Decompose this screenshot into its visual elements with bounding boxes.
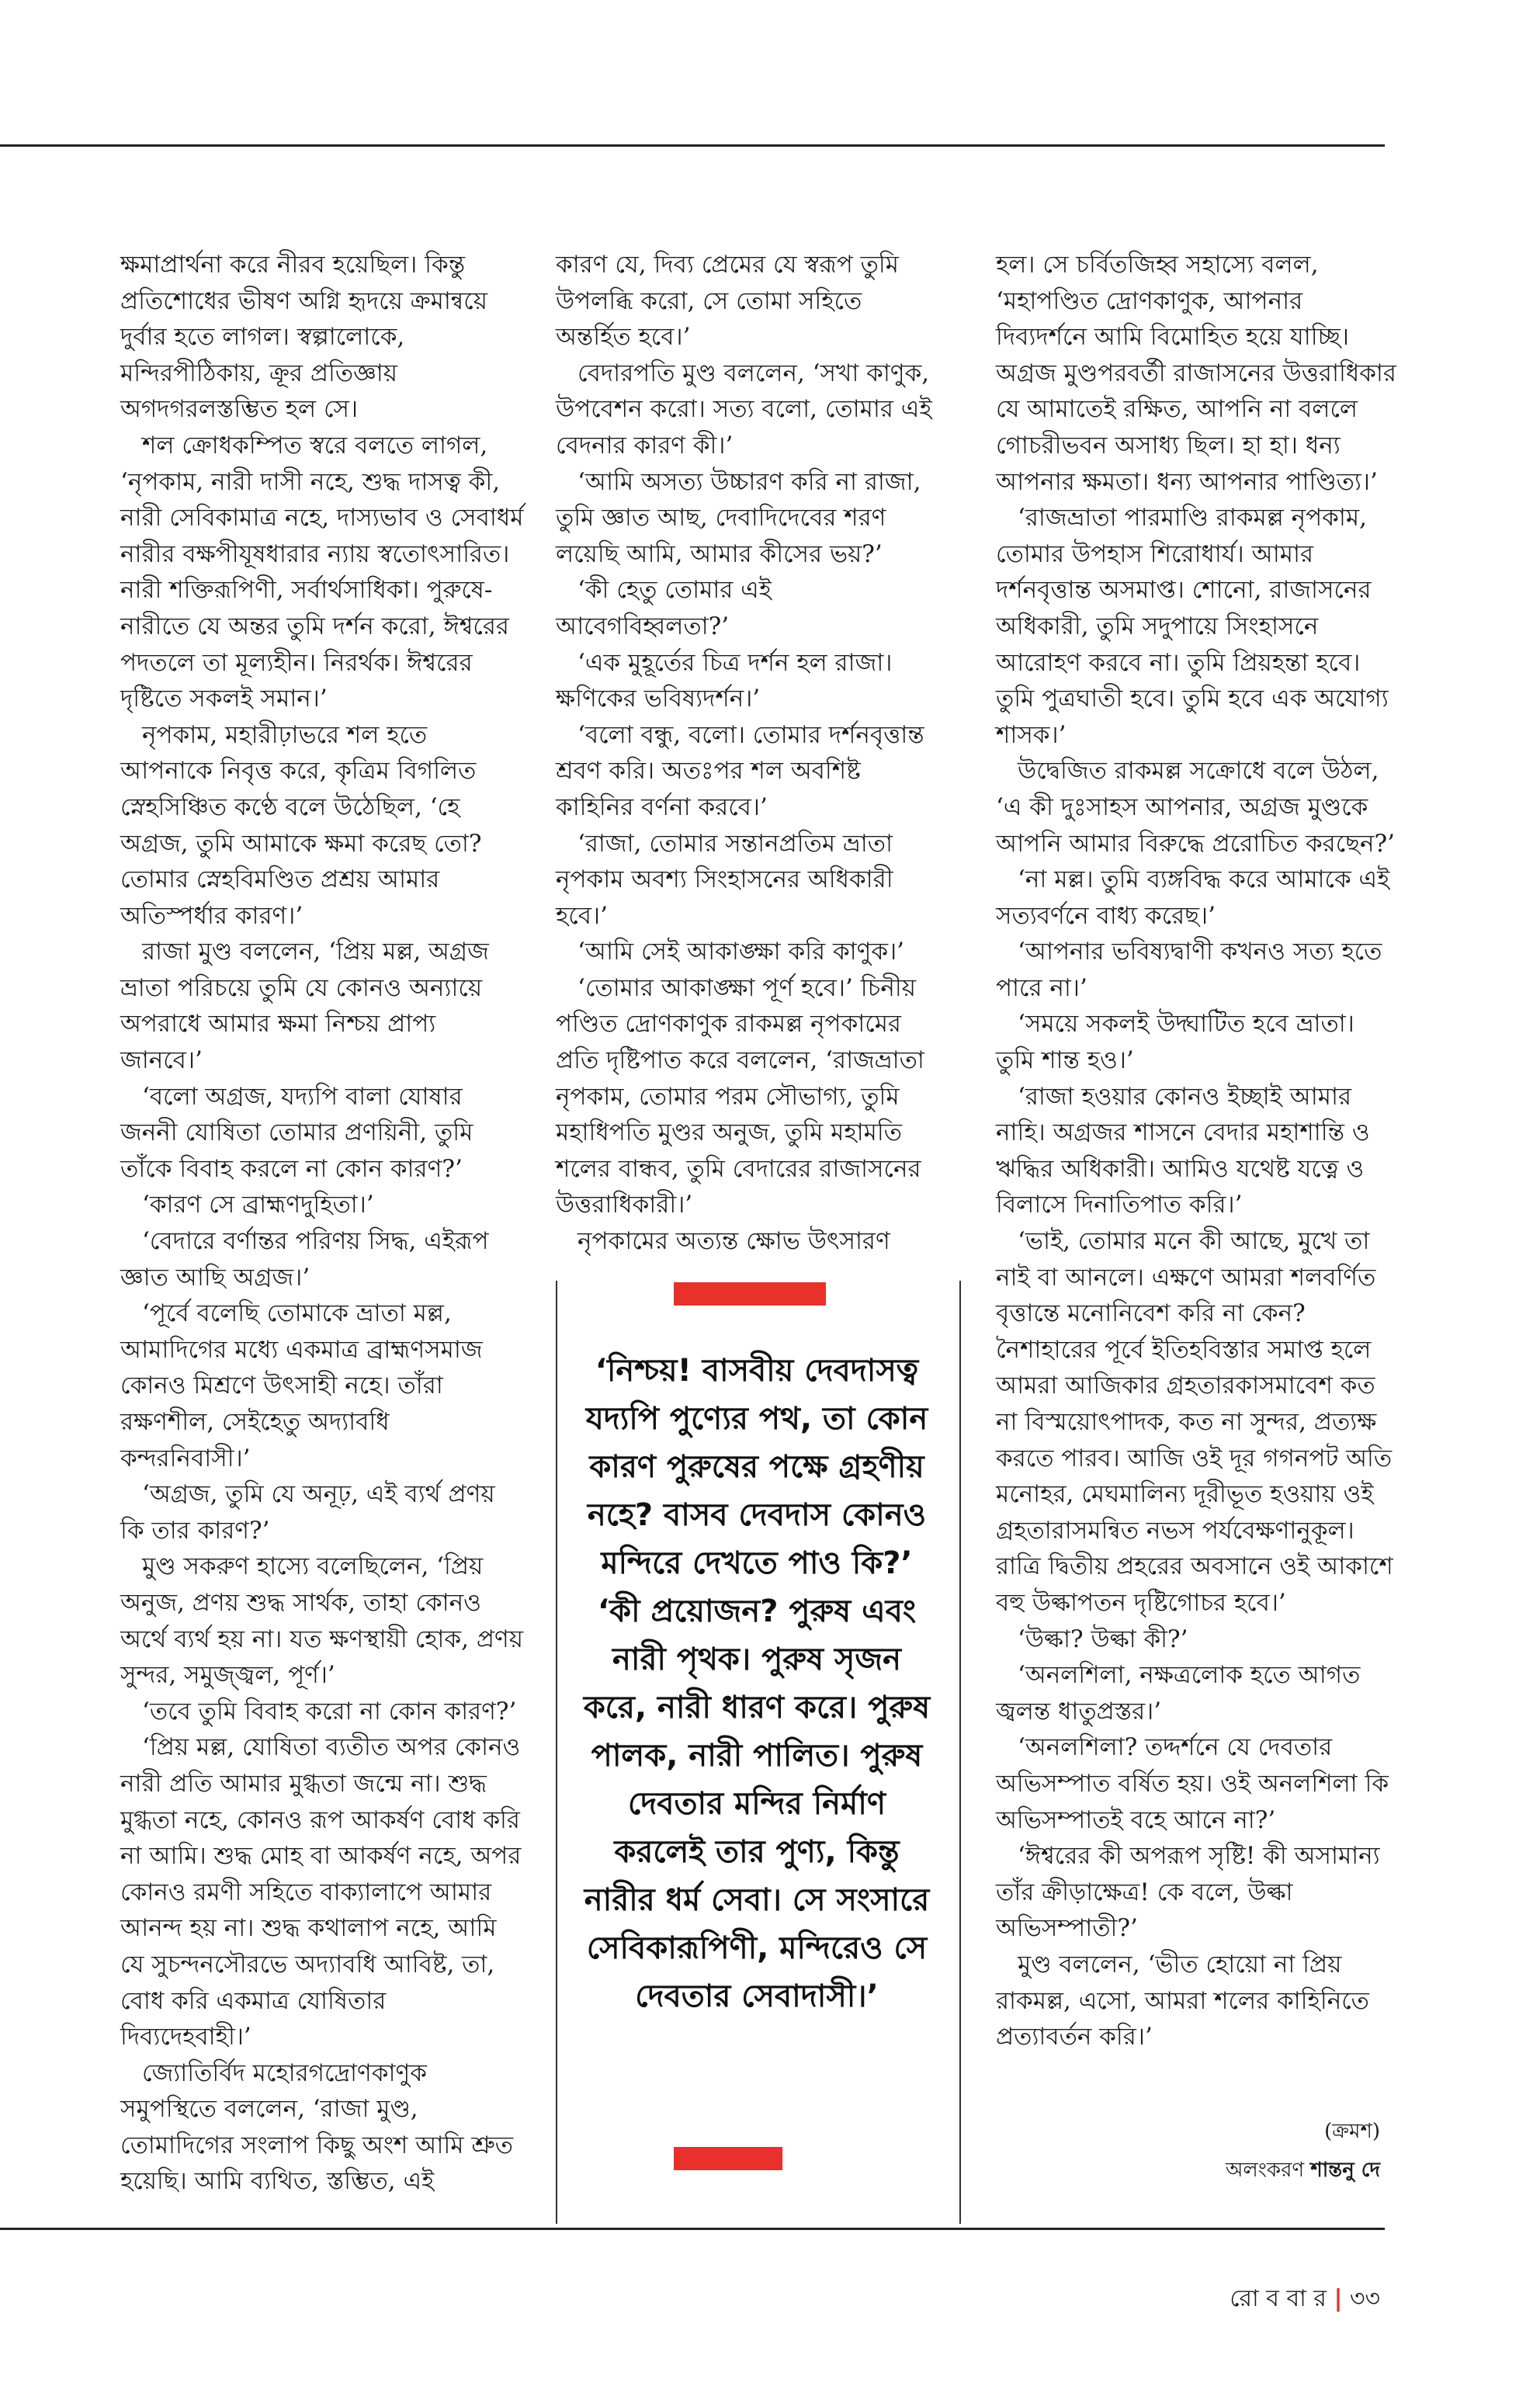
paragraph: ‘সময়ে সকলই উদ্ঘাটিত হবে ভ্রাতা। তুমি শান্ত হও।’ (996, 1010, 1354, 1075)
paragraph: ‘উল্কা? উল্কা কী?’ (1018, 1625, 1188, 1653)
credit-label: অলংকরণ (1225, 2159, 1305, 2182)
paragraph: উদ্বেজিত রাকমল্ল সক্রোধে বলে উঠল, ‘এ কী দুঃসাহস আপনার, অগ্রজ মুণ্ডকে আপনি আমার বিরুদ্ধে প্ররোচিত করছেন?’ (996, 757, 1395, 858)
paragraph: ‘আমি সেই আকাঙ্ক্ষা করি কাণুক।’ (578, 938, 905, 966)
pullquote-left-rule (556, 1281, 557, 2224)
paragraph: ‘রাজা, তোমার সন্তানপ্রতিম ভ্রাতা নৃপকাম অবশ্য সিংহাসনের অধিকারী হবে।’ (556, 829, 893, 930)
page-number: ৩৩ (1349, 2285, 1380, 2312)
pullquote-paragraph: ‘কী প্রয়োজন? পুরুষ এবং নারী পৃথক। পুরুষ সৃজন করে, নারী ধারণ করে। পুরুষ পালক, নারী পালিত। পুরুষ দেবতার মন্দির নির্মাণ করলেই তার পুণ্য, কিন্তু নারীর ধর্ম সেবা। সে সংসারে সেবিকারূপিণী, মন্দিরেও সে দেবতার সেবাদাসী।’ (583, 1594, 931, 2014)
paragraph: ‘বলো বন্ধু, বলো। তোমার দর্শনবৃত্তান্ত শ্রবণ করি। অতঃপর শল অবশিষ্ট কাহিনির বর্ণনা করবে।’ (556, 720, 924, 821)
pullquote-paragraph: ‘নিশ্চয়! বাসবীয় দেবদাসত্ব যদ্যপি পুণ্যের পথ, তা কোন কারণ পুরুষের পক্ষে গ্রহণীয় নহে? বাসব দেবদাস কোনও মন্দিরে দেখতে পাও কি?’ (585, 1353, 928, 1581)
paragraph: ‘প্রিয় মল্ল, যোষিতা ব্যতীত অপর কোনও নারী প্রতি আমার মুগ্ধতা জন্মে না। শুদ্ধ মুগ্ধতা নহে, কোনও রূপ আকর্ষণ বোধ করি না আমি। শুদ্ধ মোহ বা আকর্ষণ নহে, অপর কোনও রমণী সহিতে বাক্যালাপে আমার আনন্দ হয় না। শুদ্ধ কথালাপ নহে, আমি যে সুচন্দনসৌরভে অদ্যাবধি আবিষ্ট, তা, বোধ করি একমাত্র যোষিতার দিব্যদেহবাহী।’ (120, 1733, 522, 2051)
pullquote-bottom-accent (674, 2147, 782, 2170)
paragraph: ‘তবে তুমি বিবাহ করো না কোন কারণ?’ (142, 1697, 517, 1725)
serial-note: (ক্রমশ) (1324, 2120, 1380, 2143)
paragraph: মুণ্ড বললেন, ‘ভীত হোয়ো না প্রিয় রাকমল্ল, এসো, আমরা শলের কাহিনিতে প্রত্যাবর্তন করি।’ (996, 1950, 1369, 2051)
paragraph: নৃপকাম, মহারীঢ়াভরে শল হতে আপনাকে নিবৃত্ত করে, কৃত্রিম বিগলিত স্নেহসিঞ্চিত কণ্ঠে বলে উঠেছিল, ‘হে অগ্রজ, তুমি আমাকে ক্ষমা করেছ তো? তোমার স্নেহবিমণ্ডিত প্রশ্রয় আমার অতিস্পর্ধার কারণ।’ (120, 720, 482, 930)
paragraph: হল। সে চর্বিতজিহ্ব সহাস্যে বলল, ‘মহাপণ্ডিত দ্রোণকাণুক, আপনার দিব্যদর্শনে আমি বিমোহিত হয়ে যাচ্ছি। অগ্রজ মুণ্ডপরবর্তী রাজাসনের উত্তরাধিকার যে আমাতেই রক্ষিত, আপনি না বললে গোচরীভবন অসাধ্য ছিল। হা হা। ধন্য আপনার ক্ষমতা। ধন্য আপনার পাণ্ডিত্য।’ (996, 251, 1396, 496)
bottom-rule (0, 2228, 1385, 2230)
paragraph: মুণ্ড সকরুণ হাস্যে বলেছিলেন, ‘প্রিয় অনুজ, প্রণয় শুদ্ধ সার্থক, তাহা কোনও অর্থে ব্যর্থ হয় না। যত ক্ষণস্থায়ী হোক, প্রণয় সুন্দর, সমুজ্জ্বল, পূর্ণ।’ (120, 1552, 523, 1690)
paragraph: ‘ঈশ্বরের কী অপরূপ সৃষ্টি! কী অসামান্য তাঁর ক্রীড়াক্ষেত্র! কে বলে, উল্কা অভিসম্পাতী?’ (996, 1842, 1380, 1943)
page-folio (1230, 2280, 1380, 2319)
credit-name: শান্তনু দে (1310, 2159, 1380, 2182)
paragraph: শল ক্রোধকম্পিত স্বরে বলতে লাগল, ‘নৃপকাম, নারী দাসী নহে, শুদ্ধ দাসত্ব কী, নারী সেবিকামাত্র নহে, দাস্যভাব ও সেবাধর্ম নারীর বক্ষপীযূষধারার ন্যায় স্বতোৎসারিত। নারী শক্তিরূপিণী, সর্বার্থসাধিকা। পুরুষে-নারীতে যে অন্তর তুমি দর্শন করো, ঈশ্বরের পদতলে তা মূল্যহীন। নিরর্থক। ঈশ্বরের দৃষ্টিতে সকলই সমান।’ (120, 431, 524, 713)
paragraph: রাজা মুণ্ড বললেন, ‘প্রিয় মল্ল, অগ্রজ ভ্রাতা পরিচয়ে তুমি যে কোনও অন্যায়ে অপরাধে আমার ক্ষমা নিশ্চয় প্রাপ্য জানবে।’ (120, 938, 489, 1075)
paragraph: ‘বলো অগ্রজ, যদ্যপি বালা যোষার জননী যোষিতা তোমার প্রণয়িনী, তুমি তাঁকে বিবাহ করলে না কোন কারণ?’ (120, 1082, 473, 1183)
paragraph: ক্ষমাপ্রার্থনা করে নীরব হয়েছিল। কিন্তু প্রতিশোধের ভীষণ অগ্নি হৃদয়ে ক্রমান্বয়ে দুর্বার হতে লাগল। স্বল্পালোকে, মন্দিরপীঠিকায়, ক্রূর প্রতিজ্ঞায় অগদগরলস্তম্ভিত হল সে। (120, 251, 487, 424)
paragraph: ‘কী হেতু তোমার এই আবেগবিহ্বলতা?’ (556, 576, 772, 640)
paragraph: ‘ভাই, তোমার মনে কী আছে, মুখে তা নাই বা আনলে। এক্ষণে আমরা শলবর্ণিত বৃত্তান্তে মনোনিবেশ করি না কেন? নৈশাহারের পূর্বে ইতিহবিস্তার সমাপ্ত হলে আমরা আজিকার গ্রহতারকাসমাবেশ কত না বিস্ময়োৎপাদক, কত না সুন্দর, প্রত্যক্ষ করতে পারব। আজি ওই দূর গগনপট অতি মনোহর, মেঘমালিন্য দূরীভূত হওয়ায় ওই গ্রহতারাসমন্বিত নভস পর্যবেক্ষণানুকূল। রাত্রি দ্বিতীয় প্রহরের অবসানে ওই আকাশে বহু উল্কাপতন দৃষ্টিগোচর হবে।’ (996, 1227, 1393, 1617)
pullquote-top-accent (674, 1282, 826, 1306)
paragraph: ‘আমি অসত্য উচ্চারণ করি না রাজা, তুমি জ্ঞাত আছ, দেবাদিদেবের শরণ লয়েছি আমি, আমার কীসের ভয়?’ (556, 467, 921, 568)
folio-separator: | (1334, 2285, 1343, 2312)
paragraph: জ্যোতির্বিদ মহোরগদ্রোণকাণুক সমুপস্থিতে বললেন, ‘রাজা মুণ্ড, তোমাদিগের সংলাপ কিছু অংশ আমি শ্রুত হয়েছি। আমি ব্যথিত, স্তম্ভিত, এই (120, 2058, 514, 2196)
magazine-name: রো ব বা র (1230, 2285, 1327, 2312)
paragraph: ‘এক মুহূর্তের চিত্র দর্শন হল রাজা। ক্ষণিকের ভবিষ্যদর্শন।’ (556, 648, 893, 713)
paragraph: ‘আপনার ভবিষ্যদ্বাণী কখনও সত্য হতে পারে না।’ (996, 938, 1382, 1002)
paragraph: ‘বেদারে বর্ণান্তর পরিণয় সিদ্ধ, এইরূপ জ্ঞাত আছি অগ্রজ।’ (120, 1227, 489, 1292)
article-column-2 (556, 247, 936, 1260)
paragraph: ‘রাজভ্রাতা পারমাণ্ডি রাকমল্ল নৃপকাম, তোমার উপহাস শিরোধার্য। আমার দর্শনবৃত্তান্ত অসমাপ্ত। শোনো, রাজাসনের অধিকারী, তুমি সদুপায়ে সিংহাসনে আরোহণ করবে না। তুমি প্রিয়হন্তা হবে। তুমি পুত্রঘাতী হবে। তুমি হবে এক অযোগ্য শাসক।’ (996, 504, 1389, 749)
article-column-1 (120, 247, 524, 2200)
paragraph: নৃপকামের অত্যন্ত ক্ষোভ উৎসারণ (578, 1227, 890, 1256)
paragraph: ‘অনলশিলা? তদ্দর্শনে যে দেবতার অভিসম্পাত বর্ষিত হয়। ওই অনলশিলা কি অভিসম্পাতই বহে আনে না?’ (996, 1733, 1389, 1834)
paragraph: ‘রাজা হওয়ার কোনও ইচ্ছাই আমার নাহি। অগ্রজর শাসনে বেদার মহাশান্তি ও ঋদ্ধির অধিকারী। আমিও যথেষ্ট যত্নে ও বিলাসে দিনাতিপাত করি।’ (996, 1082, 1370, 1219)
top-rule (0, 144, 1385, 147)
paragraph: ‘অগ্রজ, তুমি যে অনূঢ়, এই ব্যর্থ প্রণয় কি তার কারণ?’ (120, 1480, 495, 1545)
paragraph: ‘অনলশিলা, নক্ষত্রলোক হতে আগত জ্বলন্ত ধাতুপ্রস্তর।’ (996, 1661, 1361, 1725)
paragraph: বেদারপতি মুণ্ড বললেন, ‘সখা কাণুক, উপবেশন করো। সত্য বলো, তোমার এই বেদনার কারণ কী।’ (556, 359, 932, 460)
pullquote (578, 1347, 935, 2020)
pullquote-right-rule (959, 1281, 961, 2224)
paragraph: কারণ যে, দিব্য প্রেমের যে স্বরূপ তুমি উপলব্ধি করো, সে তোমা সহিতে অন্তর্হিত হবে।’ (556, 251, 899, 352)
paragraph: ‘কারণ সে ব্রাহ্মণদুহিতা।’ (142, 1191, 374, 1219)
paragraph: ‘না মল্ল। তুমি ব্যঙ্গবিদ্ধ করে আমাকে এই সত্যবর্ণনে বাধ্য করেছ।’ (996, 865, 1390, 930)
illustration-credit (1226, 2154, 1380, 2188)
article-column-3 (996, 247, 1400, 2055)
paragraph: ‘পূর্বে বলেছি তোমাকে ভ্রাতা মল্ল, আমাদিগের মধ্যে একমাত্র ব্রাহ্মণসমাজ কোনও মিশ্রণে উৎসাহী নহে। তাঁরা রক্ষণশীল, সেইহেতু অদ্যাবধি কন্দরনিবাসী।’ (120, 1299, 483, 1472)
paragraph: ‘তোমার আকাঙ্ক্ষা পূর্ণ হবে।’ চিনীয় পণ্ডিত দ্রোণকাণুক রাকমল্ল নৃপকামের প্রতি দৃষ্টিপাত করে বললেন, ‘রাজভ্রাতা নৃপকাম, তোমার পরম সৌভাগ্য, তুমি মহাধিপতি মুণ্ডর অনুজ, তুমি মহামতি শলের বান্ধব, তুমি বেদারের রাজাসনের উত্তরাধিকারী।’ (556, 973, 924, 1219)
